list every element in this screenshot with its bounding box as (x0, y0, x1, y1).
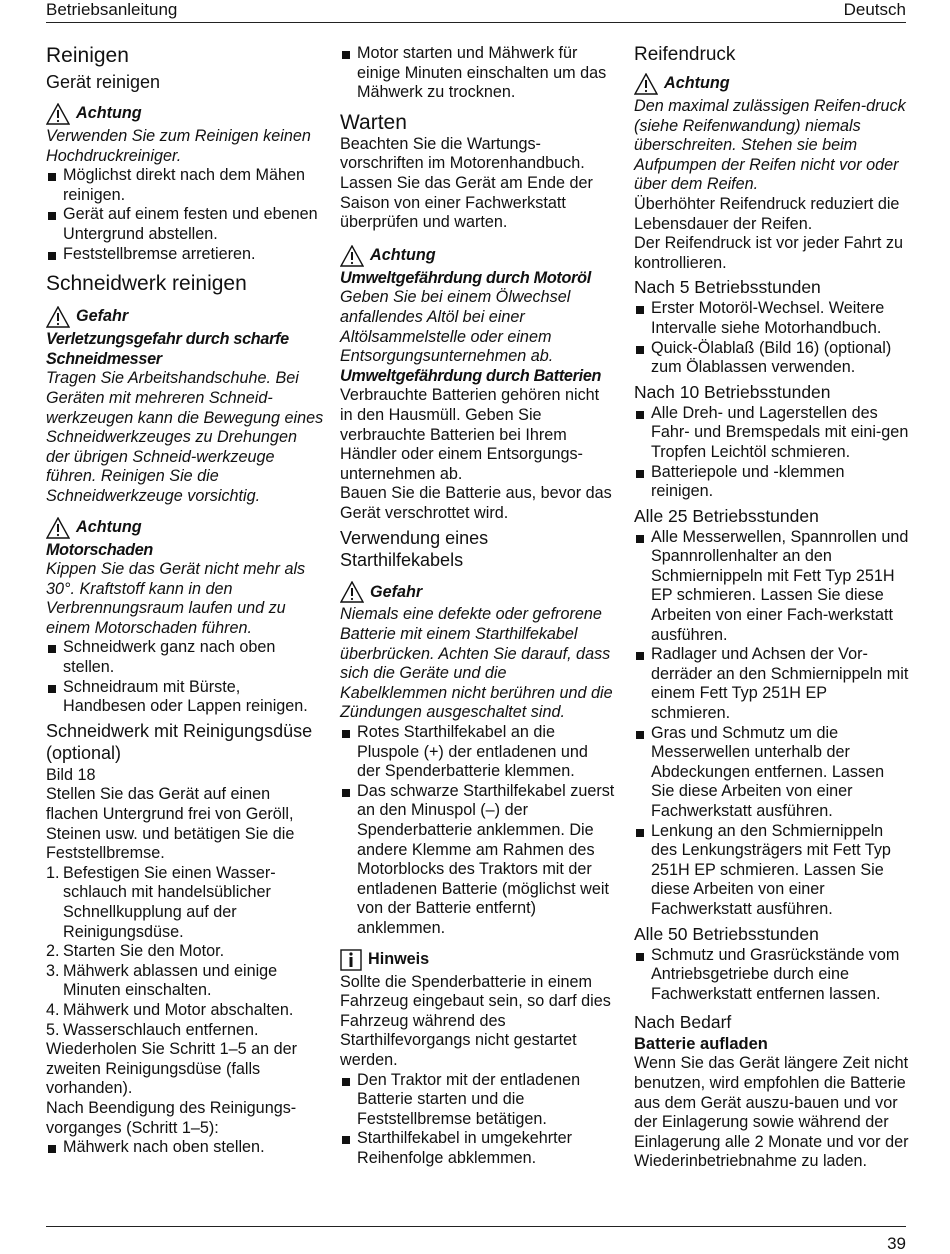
caution-label: Achtung (664, 74, 730, 93)
list-item: 5. Wasserschlauch entfernen. (46, 1020, 259, 1039)
paragraph: Stellen Sie das Gerät auf einen flachen Untergrund frei von Geröll, Steinen usw. und betätigen Sie die Feststellbremse. (46, 785, 295, 863)
list-item: Batteriepole und -klemmen reinigen. (634, 463, 910, 502)
caution-box (634, 71, 910, 97)
note-box (340, 947, 615, 973)
list-item: Den Traktor mit der entladenen Batterie starten und die Feststellbremse betätigen. (340, 1071, 615, 1130)
column-3 (634, 40, 910, 1172)
bullet-list (634, 404, 910, 502)
paragraph: Wenn Sie das Gerät längere Zeit nicht benutzen, wird empfohlen die Batterie aus dem Gerät auszu-bauen und vor der Einlagerung sowie während der Einlagerung alle 2 Monate und vor der Wiederinbetriebnahme zu laden. (634, 1054, 909, 1171)
paragraph: Der Reifendruck ist vor jeder Fahrt zu kontrollieren. (634, 234, 903, 272)
bullet-list (46, 166, 324, 264)
column-1 (46, 40, 324, 1158)
list-item: Erster Motoröl-Wechsel. Weitere Intervalle siehe Motorhandbuch. (634, 299, 910, 338)
numbered-list (46, 864, 324, 1040)
list-item: Motor starten und Mähwerk für einige Minuten einschalten um das Mähwerk zu trocknen. (340, 44, 615, 103)
heading-reinigen: Reinigen (46, 44, 129, 67)
bullet-list (634, 528, 910, 920)
list-item: Möglichst direkt nach dem Mähen reinigen. (46, 166, 324, 205)
list-item: Alle Dreh- und Lagerstellen des Fahr- und Bremspedals mit eini-gen Tropfen Leichtöl schmieren. (634, 404, 910, 463)
figure-reference: Bild 18 (46, 765, 96, 784)
list-item: Alle Messerwellen, Spannrollen und Spannrollenhalter an den Schmiernippeln mit Fett Typ 251H EP schmieren. Lassen Sie diese Arbeiten von einer Fach-werkstatt ausführen. (634, 528, 910, 646)
heading-reinigungsduese: Schneidwerk mit Reinigungsdüse (optional) (46, 720, 313, 763)
warning-triangle-icon (340, 245, 364, 267)
danger-box (46, 304, 324, 330)
heading-alle-25-stunden: Alle 25 Betriebsstunden (634, 505, 819, 526)
column-2 (340, 44, 615, 1169)
list-item: Lenkung an den Schmiernippeln des Lenkungsträgers mit Fett Typ 251H EP schmieren. Lassen Sie diese Arbeiten von einer Fachwerkstatt ausführen. (634, 822, 910, 920)
heading-batterie-aufladen: Batterie aufladen (634, 1035, 768, 1054)
list-item: 2. Starten Sie den Motor. (46, 942, 225, 961)
bullet-list (340, 723, 615, 939)
danger-label: Gefahr (76, 307, 129, 326)
paragraph: Wiederholen Sie Schritt 1–5 an der zweiten Reinigungsdüse (falls vorhanden). (46, 1040, 298, 1098)
danger-text: Tragen Sie Arbeitshandschuhe. Bei Geräten mit mehreren Schneid-werkzeugen kann die Bewegung eines Schneidwerkzeuges zu Drehungen der übrigen Schneid-werkzeuge führen. Reinigen Sie die Schneidwerkzeuge vorsichtig. (46, 369, 324, 505)
list-item: Starthilfekabel in umgekehrter Reihenfolge abklemmen. (340, 1129, 615, 1168)
list-item: Feststellbremse arretieren. (46, 245, 324, 265)
note-label: Hinweis (368, 949, 430, 968)
danger-text: Niemals eine defekte oder gefrorene Batterie mit einem Starthilfekabel überbrücken. Achten Sie darauf, dass sich die Geräte und die Kabelklemmen nicht berühren und die Zündungen ausgeschaltet sind. (340, 605, 613, 722)
paragraph: Nach Beendigung des Reinigungs-vorganges (Schritt 1–5): (46, 1098, 297, 1137)
paragraph: Bauen Sie die Batterie aus, bevor das Gerät verschrottet wird. (340, 484, 612, 522)
footer-rule (46, 1226, 906, 1227)
caution-title: Motorschaden (46, 540, 154, 559)
caution-title: Umweltgefährdung durch Motoröl (340, 268, 591, 287)
header-manual-title: Betriebsanleitung (46, 0, 178, 19)
list-item: Schneidraum mit Bürste, Handbesen oder Lappen reinigen. (46, 678, 324, 717)
list-item: 3. Mähwerk ablassen und einige Minuten einschalten. (46, 961, 278, 1000)
warning-triangle-icon (46, 306, 70, 328)
bullet-list (634, 299, 910, 377)
bullet-list (46, 1138, 324, 1158)
page-header (46, 0, 906, 23)
caution-label: Achtung (370, 245, 436, 264)
paragraph: Überhöhter Reifendruck reduziert die Lebensdauer der Reifen. (634, 194, 900, 233)
header-language: Deutsch (843, 0, 906, 19)
caution-box (340, 243, 615, 269)
danger-box (340, 579, 615, 605)
caution-box (46, 101, 324, 127)
heading-geraet-reinigen: Gerät reinigen (46, 72, 161, 92)
danger-label: Gefahr (370, 582, 423, 601)
caution-text: Geben Sie bei einem Ölwechsel anfallendes Altöl bei einer Altölsammelstelle oder einem Entsorgungsunternehmen ab. (340, 288, 571, 366)
heading-nach-5-stunden: Nach 5 Betriebsstunden (634, 277, 821, 298)
caution-text: Den maximal zulässigen Reifen-druck (siehe Reifenwandung) niemals überschreiten. Stehen sie beim Aufpumpen der Reifen nicht vor oder über dem Reifen. (634, 97, 906, 194)
paragraph: Verbrauchte Batterien gehören nicht in den Hausmüll. Geben Sie verbrauchte Batterien bei Ihrem Händler oder einem Entsorgungs-unternehmen ab. (340, 386, 600, 483)
caution-text: Verwenden Sie zum Reinigen keinen Hochdruckreiniger. (46, 127, 311, 165)
heading-starthilfekabel: Verwendung eines Starthilfekabels (340, 528, 489, 571)
list-item: Mähwerk nach oben stellen. (46, 1138, 324, 1158)
list-item: Gras und Schmutz um die Messerwellen unterhalb der Abdeckungen entfernen. Lassen Sie diese Arbeiten von einer Fachwerkstatt ausführen. (634, 724, 910, 822)
page-number: 39 (887, 1234, 906, 1253)
heading-alle-50-stunden: Alle 50 Betriebsstunden (634, 923, 819, 944)
caution-label: Achtung (76, 517, 142, 536)
list-item: Schneidwerk ganz nach oben stellen. (46, 638, 324, 677)
list-item: Radlager und Achsen der Vor-derräder an den Schmiernippeln mit einem Fett Typ 251H EP schmieren. (634, 645, 910, 723)
list-item: 1. Befestigen Sie einen Wasser-schlauch mit handelsüblicher Schnellkupplung auf der Reinigungsdüse. (46, 863, 276, 941)
bullet-list (634, 946, 910, 1005)
bullet-list (46, 638, 324, 716)
list-item: Das schwarze Starthilfekabel zuerst an den Minuspol (–) der Spenderbatterie anklemmen. Die andere Klemme am Rahmen des Motorblocks des Traktors mit der entladenen Batterie (möglichst weit von der Batterie entfernt) anklemmen. (340, 782, 615, 939)
list-item: Rotes Starthilfekabel an die Pluspole (+) der entladenen und der Spenderbatterie klemmen. (340, 723, 615, 782)
bullet-list (340, 1071, 615, 1169)
heading-warten: Warten (340, 110, 407, 134)
caution-text: Kippen Sie das Gerät nicht mehr als 30°. Kraftstoff kann in den Verbrennungsraum laufen und zu einem Motorschaden führen. (46, 560, 306, 637)
paragraph: Beachten Sie die Wartungs-vorschriften im Motorenhandbuch. Lassen Sie das Gerät am Ende der Saison von einer Fachwerkstatt überprüfen und warten. (340, 134, 593, 232)
bullet-list (340, 44, 615, 103)
list-item: Quick-Ölablaß (Bild 16) (optional) zum Ölablassen verwenden. (634, 339, 910, 378)
list-item: 4. Mähwerk und Motor abschalten. (46, 1000, 294, 1019)
list-item: Gerät auf einem festen und ebenen Untergrund abstellen. (46, 205, 324, 244)
note-text: Sollte die Spenderbatterie in einem Fahrzeug eingebaut sein, so darf dies Fahrzeug während des Starthilfevorgangs nicht gestartet werden. (340, 972, 611, 1069)
warning-triangle-icon (46, 103, 70, 125)
heading-reifendruck: Reifendruck (634, 44, 736, 65)
heading-nach-bedarf: Nach Bedarf (634, 1012, 732, 1033)
warning-triangle-icon (340, 581, 364, 603)
danger-title: Verletzungsgefahr durch scharfe Schneidmesser (46, 330, 289, 368)
heading-schneidwerk-reinigen: Schneidwerk reinigen (46, 272, 247, 296)
info-icon (340, 949, 362, 971)
caution-label: Achtung (76, 104, 142, 123)
caution-title: Umweltgefährdung durch Batterien (340, 366, 602, 385)
caution-box (46, 515, 324, 541)
list-item: Schmutz und Grasrückstände vom Antriebsgetriebe durch eine Fachwerkstatt entfernen lassen. (634, 946, 910, 1005)
warning-triangle-icon (634, 73, 658, 95)
heading-nach-10-stunden: Nach 10 Betriebsstunden (634, 381, 831, 402)
warning-triangle-icon (46, 517, 70, 539)
